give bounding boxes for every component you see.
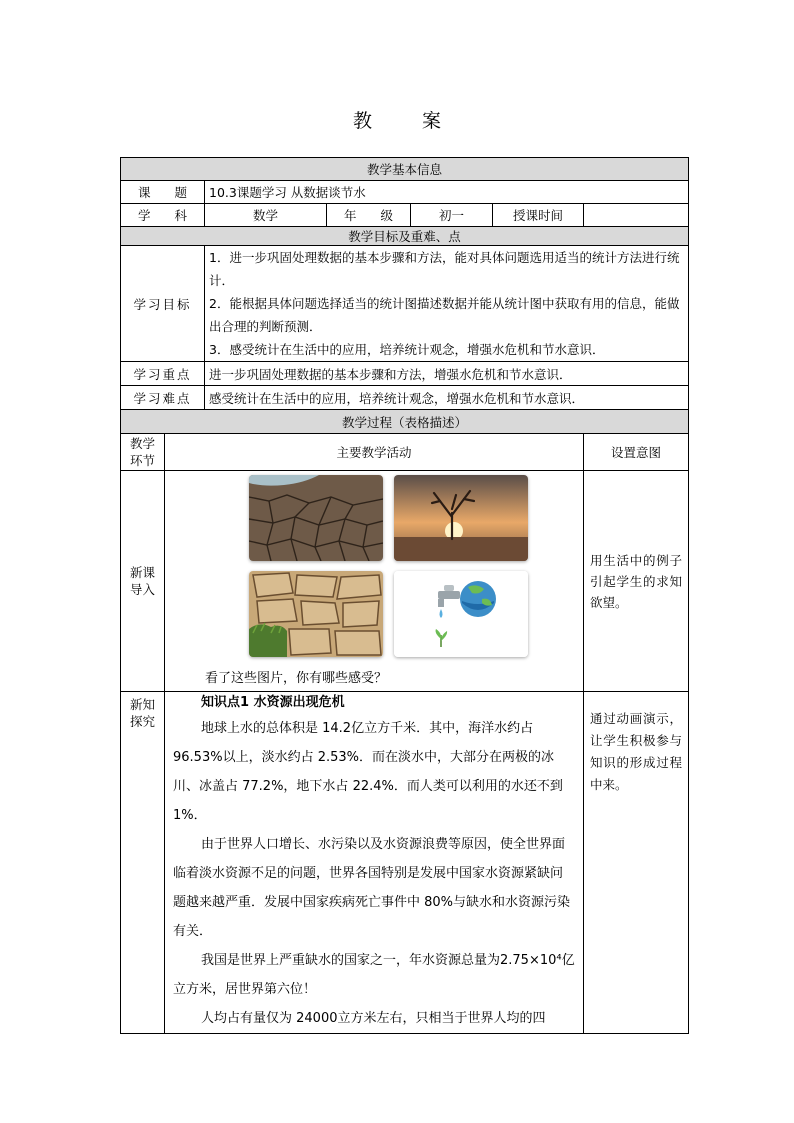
- goals-list: [205, 246, 689, 362]
- time-label: 授课时间: [493, 204, 584, 227]
- key-label: 学习重点: [121, 362, 205, 386]
- paragraph: 人均占有量仅为 24000立方米左右，只相当于世界人均的四: [201, 1011, 546, 1026]
- dead-tree-image: [394, 475, 528, 561]
- goal-item: 3．感受统计在生活中的应用，培养统计观念，增强水危机和节水意识．: [209, 342, 605, 357]
- intro-question: 看了这些图片，你有哪些感受？: [205, 671, 388, 686]
- objectives-header: 教学目标及重难、点: [121, 227, 689, 246]
- new-stage: 新知探究: [121, 692, 165, 1034]
- intro-purpose: 用生活中的例子引起学生的求知欲望。: [584, 471, 689, 692]
- dry-soil-image: [249, 571, 383, 657]
- paragraph: 地球上水的总体积是 14.2亿立方千米．其中，海洋水约占96.53%以上，淡水约占 2.53%．而在淡水中，大部分在两极的冰川、冰盖占 77.2%，地下水占 22.4%．而人类可以利用的水还不到1%．: [173, 721, 563, 823]
- topic-label: 课 题: [121, 181, 205, 204]
- difficulty-value: 感受统计在生活中的应用，培养统计观念，增强水危机和节水意识．: [205, 386, 689, 410]
- stage-header: 教学环节: [121, 434, 165, 471]
- knowledge-point-title: 知识点1 水资源出现危机: [201, 695, 345, 710]
- activity-header: 主要教学活动: [165, 434, 584, 471]
- subject-value: 数学: [205, 204, 327, 227]
- intro-activity: [165, 471, 584, 692]
- faucet-globe-image: [394, 571, 528, 657]
- topic-value: 10.3课题学习 从数据谈节水: [205, 181, 689, 204]
- process-header: 教学过程（表格描述）: [121, 410, 689, 434]
- purpose-header: 设置意图: [584, 434, 689, 471]
- goal-item: 2．能根据具体问题选择适当的统计图描述数据并能从统计图中获取有用的信息，能做出合理的判断预测．: [209, 296, 680, 334]
- new-purpose: 通过动画演示，让学生积极参与知识的形成过程中来。: [584, 692, 689, 1034]
- difficulty-label: 学习难点: [121, 386, 205, 410]
- goal-item: 1．进一步巩固处理数据的基本步骤和方法，能对具体问题选用适当的统计方法进行统计．: [209, 250, 680, 288]
- lesson-plan-table: [120, 157, 689, 1034]
- key-value: 进一步巩固处理数据的基本步骤和方法，增强水危机和节水意识．: [205, 362, 689, 386]
- basic-info-header: 教学基本信息: [121, 158, 689, 181]
- paragraph: 我国是世界上严重缺水的国家之一，年水资源总量为2.75×10⁴亿立方米，居世界第六位！: [173, 953, 575, 997]
- page-title: 教 案: [352, 110, 464, 132]
- cracked-earth-image: [249, 475, 383, 561]
- goals-label: 学习目标: [121, 246, 205, 362]
- subject-label: 学 科: [121, 204, 205, 227]
- new-activity: [165, 692, 584, 1034]
- paragraph: 由于世界人口增长、水污染以及水资源浪费等原因，使全世界面临着淡水资源不足的问题，世界各国特别是发展中国家水资源紧缺问题越来越严重．发展中国家疾病死亡事件中 80%与缺水和水资源污染有关．: [173, 837, 571, 939]
- intro-stage: 新课导入: [121, 471, 165, 692]
- time-value: [584, 204, 689, 227]
- grade-label: 年 级: [327, 204, 411, 227]
- grade-value: 初一: [411, 204, 493, 227]
